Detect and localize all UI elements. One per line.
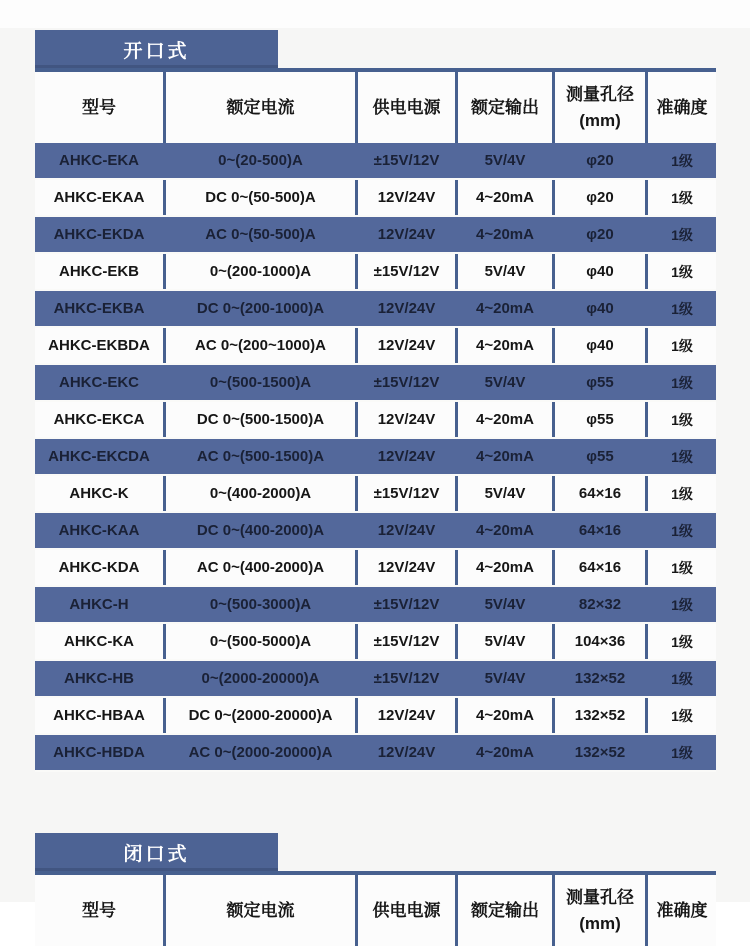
rated-current-cell: AC 0~(500-1500)A: [163, 439, 355, 474]
rated-current-cell: 0~(500-1500)A: [163, 365, 355, 400]
output-cell: 4~20mA: [455, 735, 552, 770]
accuracy-cell: 1级: [645, 365, 716, 400]
aperture-cell: φ55: [552, 439, 645, 474]
aperture-cell: φ20: [552, 143, 645, 178]
header-model: 型号: [82, 97, 116, 117]
accuracy-cell: 1级: [645, 143, 716, 178]
model-cell: AHKC-EKC: [59, 374, 139, 391]
rated-current-cell: AC 0~(200~1000)A: [163, 328, 355, 363]
table-row: [35, 291, 716, 328]
header-rated-current: 额定电流: [163, 875, 355, 946]
accuracy-cell: 1级: [645, 328, 716, 363]
aperture-cell: φ55: [552, 402, 645, 437]
aperture-cell: 132×52: [552, 735, 645, 770]
header-aperture-title: 测量孔径: [566, 85, 634, 104]
table-header-row: [35, 875, 716, 946]
model-cell: AHKC-EKBA: [53, 300, 145, 317]
rated-current-cell: DC 0~(500-1500)A: [163, 402, 355, 437]
supply-cell: 12V/24V: [355, 328, 455, 363]
header-accuracy: 准确度: [645, 875, 716, 946]
aperture-cell: φ20: [552, 217, 645, 252]
header-aperture-unit: (mm): [579, 913, 621, 933]
aperture-cell: 132×52: [552, 698, 645, 733]
output-cell: 5V/4V: [455, 365, 552, 400]
supply-cell: 12V/24V: [355, 402, 455, 437]
table-row: [35, 513, 716, 550]
closed-type-tab: 闭口式: [35, 833, 278, 871]
aperture-cell: 82×32: [552, 587, 645, 622]
model-cell: AHKC-HBDA: [53, 744, 145, 761]
accuracy-cell: 1级: [645, 180, 716, 215]
model-cell: AHKC-EKB: [59, 263, 139, 280]
table-row: [35, 698, 716, 735]
rated-current-cell: AC 0~(2000-20000)A: [163, 735, 355, 770]
rated-current-cell: DC 0~(2000-20000)A: [163, 698, 355, 733]
table-body: [35, 143, 716, 772]
aperture-cell: φ20: [552, 180, 645, 215]
accuracy-cell: 1级: [645, 513, 716, 548]
open-type-section: [35, 30, 716, 772]
aperture-cell: 64×16: [552, 550, 645, 585]
output-cell: 4~20mA: [455, 439, 552, 474]
table-row: [35, 550, 716, 587]
aperture-cell: 132×52: [552, 661, 645, 696]
accuracy-cell: 1级: [645, 624, 716, 659]
table-row: [35, 328, 716, 365]
header-aperture: [552, 875, 645, 946]
header-aperture-title: 测量孔径: [566, 888, 634, 907]
output-cell: 4~20mA: [455, 402, 552, 437]
rated-current-cell: AC 0~(50-500)A: [163, 217, 355, 252]
table-row: [35, 735, 716, 772]
accuracy-cell: 1级: [645, 587, 716, 622]
accuracy-cell: 1级: [645, 439, 716, 474]
aperture-cell: φ40: [552, 291, 645, 326]
supply-cell: 12V/24V: [355, 180, 455, 215]
output-cell: 4~20mA: [455, 217, 552, 252]
output-cell: 5V/4V: [455, 476, 552, 511]
table-row: [35, 365, 716, 402]
aperture-cell: 104×36: [552, 624, 645, 659]
accuracy-cell: 1级: [645, 291, 716, 326]
rated-current-cell: DC 0~(400-2000)A: [163, 513, 355, 548]
header-accuracy: 准确度: [645, 72, 716, 143]
table-row: [35, 254, 716, 291]
table-row: [35, 624, 716, 661]
open-type-table: [35, 68, 716, 772]
aperture-cell: φ40: [552, 254, 645, 289]
header-supply: 供电电源: [355, 72, 455, 143]
output-cell: 4~20mA: [455, 328, 552, 363]
accuracy-cell: 1级: [645, 254, 716, 289]
aperture-cell: 64×16: [552, 476, 645, 511]
model-cell: AHKC-KA: [64, 633, 134, 650]
supply-cell: 12V/24V: [355, 217, 455, 252]
output-cell: 4~20mA: [455, 180, 552, 215]
rated-current-cell: 0~(20-500)A: [163, 143, 355, 178]
accuracy-cell: 1级: [645, 402, 716, 437]
table-row: [35, 587, 716, 624]
model-cell: AHKC-H: [69, 596, 129, 613]
closed-type-table: [35, 871, 716, 946]
header-aperture: [552, 72, 645, 143]
model-cell: AHKC-EKA: [59, 152, 139, 169]
model-cell: AHKC-EKCDA: [48, 448, 150, 465]
aperture-cell: 64×16: [552, 513, 645, 548]
output-cell: 5V/4V: [455, 254, 552, 289]
supply-cell: 12V/24V: [355, 735, 455, 770]
header-aperture-unit: (mm): [579, 110, 621, 130]
supply-cell: 12V/24V: [355, 291, 455, 326]
model-cell: AHKC-EKAA: [53, 189, 145, 206]
rated-current-cell: 0~(2000-20000)A: [163, 661, 355, 696]
table-row: [35, 402, 716, 439]
accuracy-cell: 1级: [645, 476, 716, 511]
header-output: 额定输出: [455, 875, 552, 946]
header-output: 额定输出: [455, 72, 552, 143]
accuracy-cell: 1级: [645, 550, 716, 585]
aperture-cell: φ40: [552, 328, 645, 363]
table-row: [35, 143, 716, 180]
supply-cell: ±15V/12V: [355, 476, 455, 511]
output-cell: 5V/4V: [455, 143, 552, 178]
supply-cell: ±15V/12V: [355, 624, 455, 659]
model-cell: AHKC-HBAA: [53, 707, 145, 724]
accuracy-cell: 1级: [645, 661, 716, 696]
header-supply: 供电电源: [355, 875, 455, 946]
accuracy-cell: 1级: [645, 735, 716, 770]
header-rated-current: 额定电流: [163, 72, 355, 143]
output-cell: 4~20mA: [455, 550, 552, 585]
output-cell: 4~20mA: [455, 291, 552, 326]
model-cell: AHKC-EKBDA: [48, 337, 150, 354]
supply-cell: ±15V/12V: [355, 143, 455, 178]
table-row: [35, 661, 716, 698]
rated-current-cell: 0~(200-1000)A: [163, 254, 355, 289]
closed-type-section: [35, 833, 716, 946]
supply-cell: ±15V/12V: [355, 587, 455, 622]
table-row: [35, 476, 716, 513]
model-cell: AHKC-K: [69, 485, 129, 502]
output-cell: 4~20mA: [455, 698, 552, 733]
accuracy-cell: 1级: [645, 217, 716, 252]
supply-cell: 12V/24V: [355, 698, 455, 733]
supply-cell: ±15V/12V: [355, 661, 455, 696]
rated-current-cell: 0~(400-2000)A: [163, 476, 355, 511]
table-row: [35, 439, 716, 476]
output-cell: 4~20mA: [455, 513, 552, 548]
model-cell: AHKC-EKCA: [53, 411, 145, 428]
table-row: [35, 217, 716, 254]
rated-current-cell: 0~(500-3000)A: [163, 587, 355, 622]
model-cell: AHKC-KAA: [58, 522, 140, 539]
output-cell: 5V/4V: [455, 624, 552, 659]
supply-cell: 12V/24V: [355, 550, 455, 585]
supply-cell: ±15V/12V: [355, 365, 455, 400]
header-model: 型号: [82, 900, 116, 920]
supply-cell: 12V/24V: [355, 513, 455, 548]
supply-cell: ±15V/12V: [355, 254, 455, 289]
open-type-tab: 开口式: [35, 30, 278, 68]
accuracy-cell: 1级: [645, 698, 716, 733]
model-cell: AHKC-KDA: [58, 559, 140, 576]
rated-current-cell: 0~(500-5000)A: [163, 624, 355, 659]
rated-current-cell: DC 0~(50-500)A: [163, 180, 355, 215]
aperture-cell: φ55: [552, 365, 645, 400]
output-cell: 5V/4V: [455, 587, 552, 622]
rated-current-cell: AC 0~(400-2000)A: [163, 550, 355, 585]
model-cell: AHKC-HB: [64, 670, 134, 687]
output-cell: 5V/4V: [455, 661, 552, 696]
model-cell: AHKC-EKDA: [53, 226, 145, 243]
rated-current-cell: DC 0~(200-1000)A: [163, 291, 355, 326]
table-header-row: [35, 72, 716, 143]
supply-cell: 12V/24V: [355, 439, 455, 474]
table-row: [35, 180, 716, 217]
